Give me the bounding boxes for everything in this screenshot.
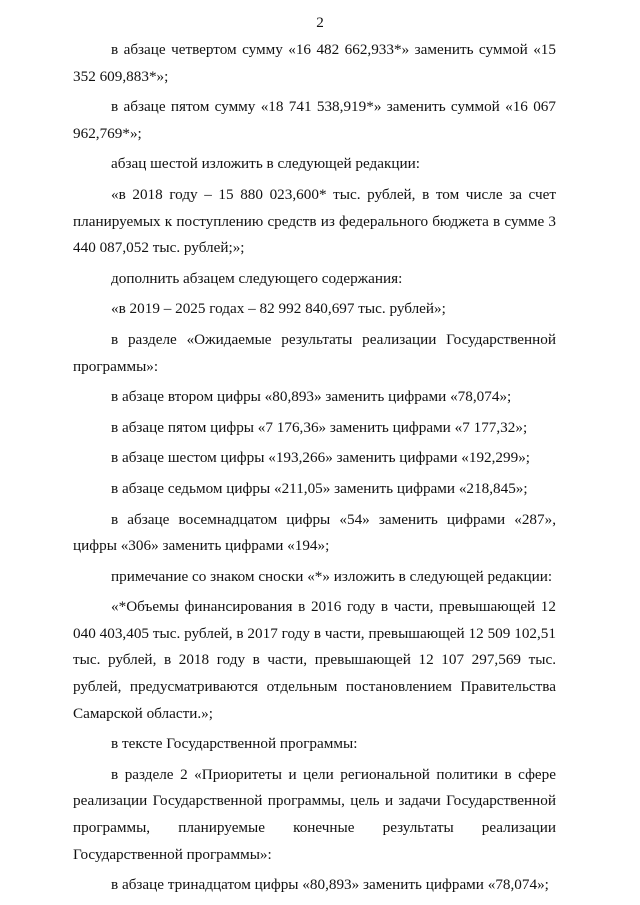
paragraph-abzats-6-cifry: в абзаце шестом цифры «193,266» заменить цифрами «192,299»; bbox=[111, 449, 531, 467]
paragraph-tekst-programmy: в тексте Государственной программы: bbox=[111, 735, 358, 753]
paragraph-primechanie-text: «*Объемы финансирования в 2016 году в части, превышающей 12 040 403,405 тыс. рублей, в 2017 году в части, превышающей 12 509 102,51 тыс. рублей, в 2018 году в части, превышающей 12 107 297,569 тыс. рублей, предусматриваются отдельным постановлением Правительства Самарской области.»; bbox=[73, 598, 556, 722]
paragraph-razdel-ozhidaemye: в разделе «Ожидаемые результаты реализации Государственной программы»: bbox=[73, 330, 556, 375]
paragraph-primechanie-intro: примечание со знаком сноски «*» изложить в следующей редакции: bbox=[111, 567, 553, 585]
paragraph-abzats-5-cifry: в абзаце пятом цифры «7 176,36» заменить цифрами «7 177,32»; bbox=[111, 418, 528, 436]
paragraph-abzats-7-cifry: в абзаце седьмом цифры «211,05» заменить цифрами «218,845»; bbox=[111, 479, 528, 497]
paragraph-abzats-6-intro: абзац шестой изложить в следующей редакции: bbox=[111, 155, 420, 173]
paragraph-abzats-5-summa: в абзаце пятом сумму «18 741 538,919*» заменить суммой «16 067 962,769*»; bbox=[73, 98, 556, 142]
document-body bbox=[73, 37, 556, 903]
paragraph-dopolnit-intro: дополнить абзацем следующего содержания: bbox=[111, 269, 403, 287]
paragraph-abzats-13-cifry: в абзаце тринадцатом цифры «80,893» заменить цифрами «78,074»; bbox=[111, 876, 549, 894]
page-number: 2 bbox=[316, 14, 324, 31]
paragraph-abzats-18-cifry: в абзаце восемнадцатом цифры «54» заменить цифрами «287», цифры «306» заменить цифрами «194»; bbox=[73, 510, 556, 555]
paragraph-abzats-2-cifry: в абзаце втором цифры «80,893» заменить цифрами «78,074»; bbox=[111, 388, 512, 406]
paragraph-abzats-6-text: «в 2018 году – 15 880 023,600* тыс. рублей, в том числе за счет планируемых к поступлению средств из федерального бюджета в сумме 3 440 087,052 тыс. рублей;»; bbox=[73, 185, 556, 257]
paragraph-razdel-2: в разделе 2 «Приоритеты и цели региональной политики в сфере реализации Государственной программы, цель и задачи Государственной программы, планируемые конечные результаты реализации Государственной программы»: bbox=[73, 765, 556, 863]
paragraph-dopolnit-text: «в 2019 – 2025 годах – 82 992 840,697 тыс. рублей»; bbox=[111, 300, 446, 318]
paragraph-abzats-4-summa: в абзаце четвертом сумму «16 482 662,933*» заменить суммой «15 352 609,883*»; bbox=[73, 41, 556, 85]
